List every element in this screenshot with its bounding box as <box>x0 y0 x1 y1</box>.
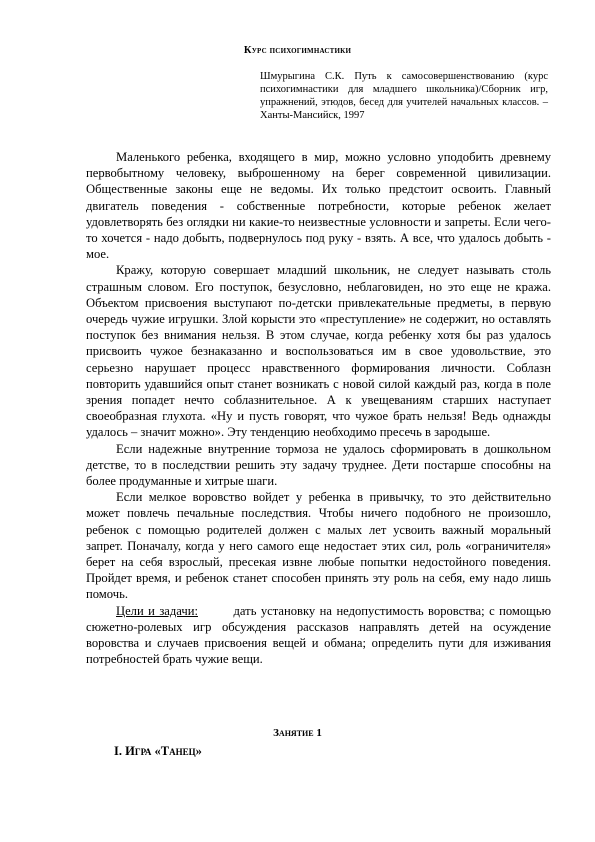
game-title: I. Игра «Танец» <box>114 744 202 758</box>
body-text <box>86 149 551 668</box>
paragraph: Если мелкое воровство войдет у ребенка в привычку, то это действительно может повлечь печальные последствия. Чтобы ничего подобного не произошло, ребенок с помощью родителей должен с малых лет усвоить важный моральный запрет. Поначалу, когда у него самого еще недостает этих сил, роль «ограничителя» берет на себя взрослый, пресекая извне любые попытки недостойного поведения. Пройдет время, и ребенок станет способен принять эту роль на себя, ему надо лишь помочь. <box>86 490 551 602</box>
goals-label: Цели и задачи: <box>116 603 198 618</box>
citation: Шмурыгина С.К. Путь к самосовершенствованию (курс психогимнастики для младшего школьника)/Сборник игр, упражнений, этюдов, бесед для учителей начальных классов. – Ханты-Мансийск, 1997 <box>260 71 548 122</box>
goals-text: дать установку на недопустимость воровства; с помощью сюжетно-ролевых игр обсуждения рассказов направлять детей на осуждение воровства и случаев присвоения вещей и обмана; определить пути для изживания потребностей брать чужие вещи. <box>86 603 552 667</box>
paragraph: Маленького ребенка, входящего в мир, можно условно уподобить древнему первобытному человеку, выброшенному на берег современной цивилизации. Общественные законы еще не ведомы. Их только предстоит освоить. Главный двигатель поведения - собственные потребности, которые ребенок желает удовлетворять без оглядки ни какие-то неизвестные условности и запреты. Если чего-то хочется - надо добыть, подвернулось под руку - взять. А все, что удалось добыть - мое. <box>86 150 551 262</box>
paragraph: Если надежные внутренние тормоза не удалось сформировать в дошкольном детстве, то в последствии решить эту задачу труднее. Дети постарше способны на более продуманные и хитрые шаги. <box>86 441 551 489</box>
course-title: Курс психогимнастики <box>243 45 352 56</box>
goals-paragraph <box>86 603 551 668</box>
paragraph: Кражу, которую совершает младший школьник, не следует называть столь страшным словом. Его поступок, безусловно, неблаговиден, но это еще не кража. Объектом присвоения выступают по-детски привлекательные предметы, в первую очередь чужие игрушки. Злой корысти это «преступление» не содержит, но оставлять поступок без внимания нельзя. В этом случае, когда ребенку хотя бы раз удалось присвоить чужое безнаказанно и воспользоваться им в свое удовольствие, это серьезно нарушает процесс нравственного формирования личности. Соблазн повторить удавшийся опыт станет возникать с новой силой каждый раз, когда в поле зрения попадет нечто соблазнительное. А к увещеваниям старших наступает своеобразная глухота. «Ну и пусть говорят, что чужое брать нельзя! Ведь однажды удалось – значит можно». Эту тенденцию необходимо пресечь в зародыше. <box>86 263 551 440</box>
lesson-title: Занятие 1 <box>273 727 322 739</box>
